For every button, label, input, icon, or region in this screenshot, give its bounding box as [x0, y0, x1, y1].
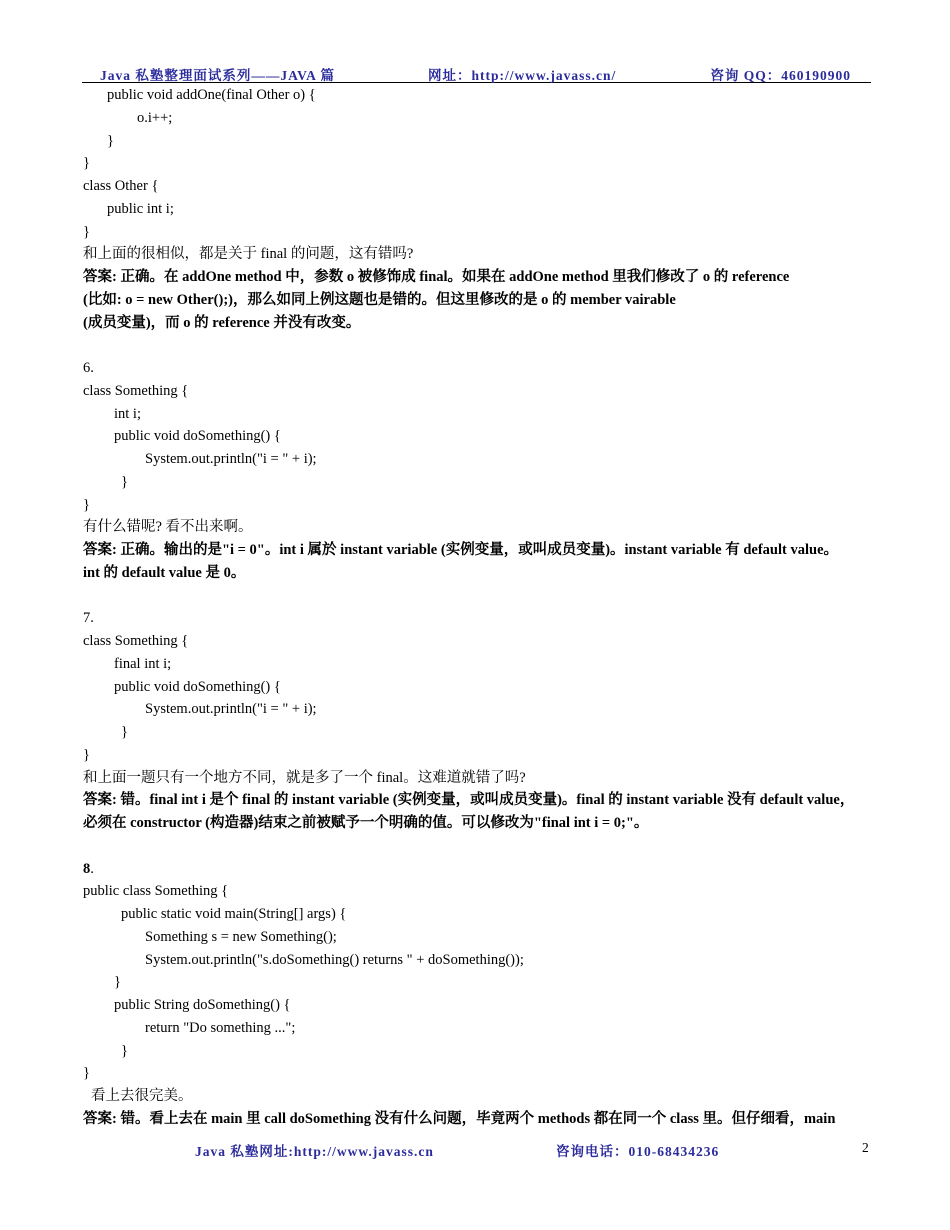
code-line: } [83, 746, 90, 763]
document-body [83, 84, 873, 1131]
answer-text: int 的 default value 是 0。 [83, 564, 246, 581]
page-header [82, 62, 871, 83]
code-line: public void doSomething() { [114, 428, 281, 445]
answer-text: 答案: 错。看上去在 main 里 call doSomething 没有什么问题，毕竟两个 methods 都在同一个 class 里。但仔细看，main [83, 1110, 836, 1127]
question-text: 有什么错呢? 看不出来啊。 [83, 519, 253, 536]
page-footer [0, 1140, 950, 1160]
code-line: System.out.println("i = " + i); [145, 701, 317, 718]
code-line: o.i++; [137, 109, 173, 126]
code-line: public class Something { [83, 883, 229, 900]
code-line: } [83, 155, 90, 172]
page-number: 2 [862, 1140, 869, 1155]
code-line: class Something { [83, 633, 189, 649]
code-line: class Something { [83, 382, 189, 399]
code-line: } [83, 223, 90, 240]
code-line: public int i; [107, 200, 174, 217]
question-number: 8. [83, 860, 94, 877]
answer-text: (比如: o = new Other();)，那么如同上例这题也是错的。但这里修改的是 o 的 member vairable [83, 291, 676, 308]
code-line: final int i; [114, 655, 172, 672]
answer-text: 答案: 错。final int i 是个 final 的 instant variable (实例变量，或叫成员变量)。final 的 instant variable 没有 default value， [83, 792, 855, 809]
answer-text: 必须在 constructor (构造器)结束之前被赋予一个明确的值。可以修改为"final int i = 0;"。 [83, 815, 649, 831]
header-website: 网址：http://www.javass.cn/ [428, 68, 617, 83]
header-qq: 咨询 QQ：460190900 [710, 68, 851, 83]
code-line: } [121, 473, 128, 490]
header-title: Java 私塾整理面试系列——JAVA 篇 [100, 68, 336, 83]
question-text: 看上去很完美。 [91, 1088, 193, 1104]
question-text: 和上面的很相似，都是关于 final 的问题，这有错吗? [83, 246, 414, 263]
code-line: System.out.println("i = " + i); [145, 451, 317, 467]
code-line: Something s = new Something(); [145, 928, 337, 945]
code-line: } [121, 724, 128, 740]
answer-text: (成员变量)，而 o 的 reference 并没有改变。 [83, 314, 361, 331]
code-line: public static void main(String[] args) { [121, 906, 347, 922]
code-line: System.out.println("s.doSomething() returns " + doSomething()); [145, 951, 524, 968]
code-line: class Other { [83, 178, 159, 194]
code-line: } [121, 1042, 128, 1059]
code-line: public void doSomething() { [114, 678, 281, 695]
footer-website: Java 私塾网址:http://www.javass.cn [195, 1144, 434, 1159]
answer-text: 答案: 正确。在 addOne method 中，参数 o 被修饰成 final。如果在 addOne method 里我们修改了 o 的 reference [83, 269, 790, 285]
question-number: 6. [83, 360, 94, 376]
question-number-8: 8 [83, 860, 91, 877]
code-line: int i; [114, 405, 141, 422]
code-line: public void addOne(final Other o) { [107, 87, 316, 103]
code-line: } [83, 1065, 90, 1082]
code-line: } [107, 132, 114, 149]
footer-phone: 咨询电话：010-68434236 [556, 1144, 720, 1159]
code-line: } [83, 496, 90, 513]
question-number: 7. [83, 610, 94, 627]
code-line: } [114, 974, 121, 991]
code-line: return "Do something ..."; [145, 1019, 296, 1036]
answer-text: 答案: 正确。输出的是"i = 0"。int i 属於 instant variable (实例变量，或叫成员变量)。instant variable 有 default value。 [83, 542, 839, 558]
code-line: public String doSomething() { [114, 997, 291, 1013]
question-text: 和上面一题只有一个地方不同，就是多了一个 final。这难道就错了吗? [83, 769, 526, 786]
